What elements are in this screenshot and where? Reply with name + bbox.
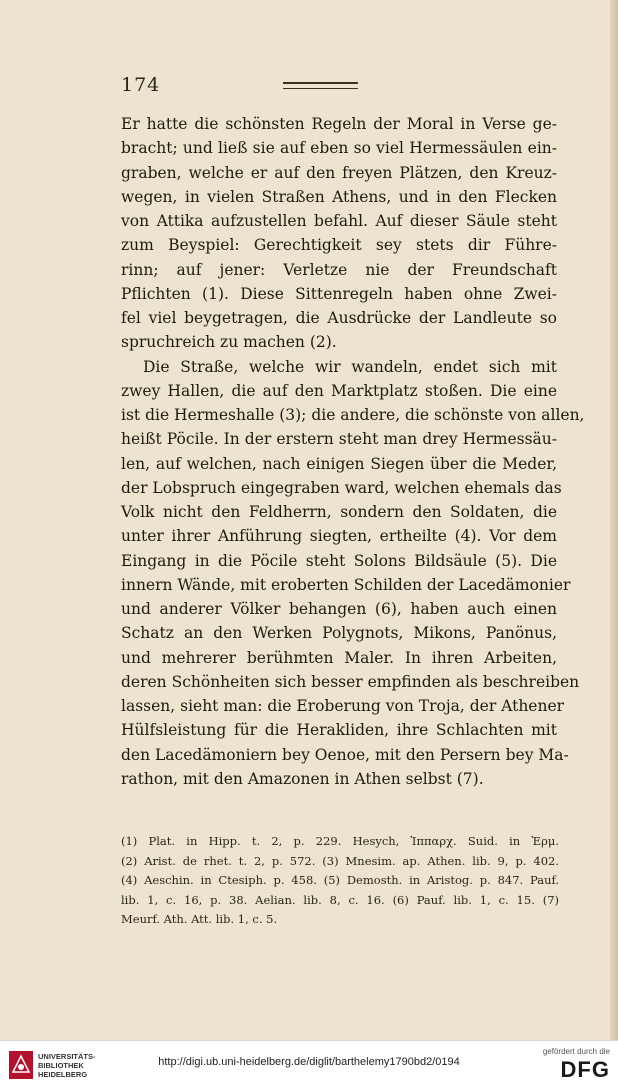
text-line: wegen, in vielen Straßen Athens, und in den Flecken	[121, 187, 557, 206]
text-line: Eingang in die Pöcile steht Solons Bildsäule (5). Die	[121, 551, 557, 570]
permalink-url[interactable]: http://digi.ub.uni-heidelberg.de/diglit/barthelemy1790bd2/0194	[158, 1056, 460, 1068]
text-line: Hülfsleistung für die Herakliden, ihre Schlachten mit	[121, 721, 557, 740]
text-line: lassen, sieht man: die Eroberung von Troja, der Athener	[121, 697, 565, 715]
footnote-line: (4) Aeschin. in Ctesiph. p. 458. (5) Demosth. in Aristog. p. 847. Pauf.	[121, 873, 559, 887]
text-line: len, auf welchen, nach einigen Siegen über die Meder,	[121, 454, 557, 473]
viewer-footer	[0, 1040, 618, 1089]
text-line: und mehrerer berühmten Maler. In ihren Arbeiten,	[121, 648, 557, 667]
dfg-logo: DFG	[560, 1057, 610, 1082]
footnotes	[121, 832, 559, 930]
text-line: fel viel beygetragen, die Ausdrücke der Landleute so	[121, 309, 557, 327]
footnote-line: (2) Arist. de rhet. t. 2, p. 572. (3) Mnesim. ap. Athen. lib. 9, p. 402.	[121, 853, 559, 868]
text-line: spruchreich zu machen (2).	[121, 333, 337, 352]
footnote-line: lib. 1, c. 16, p. 38. Aelian. lib. 8, c. 16. (6) Pauf. lib. 1, c. 15. (7)	[121, 892, 559, 907]
text-line: und anderer Völker behangen (6), haben auch einen	[121, 600, 557, 618]
text-line: zum Beyspiel: Gerechtigkeit sey stets dir Führe-	[121, 236, 557, 255]
text-line: bracht; und ließ sie auf eben so viel Hermessäulen ein-	[121, 139, 557, 158]
header-rule-secondary	[283, 88, 358, 89]
body-text	[121, 112, 585, 791]
page-edge	[610, 0, 618, 1040]
text-line: innern Wände, mit eroberten Schilden der Lacedämonier	[121, 575, 571, 594]
text-line: heißt Pöcile. In der erstern steht man drey Hermessäu-	[121, 430, 557, 449]
page-number: 174	[121, 74, 161, 96]
text-line: Er hatte die schönsten Regeln der Moral in Verse ge-	[121, 115, 557, 133]
text-line: ist die Hermeshalle (3); die andere, die schönste von allen,	[121, 406, 585, 424]
footnote-line: (1) Plat. in Hipp. t. 2, p. 229. Hesych, Ἱππαρχ. Suid. in Ἑρμ.	[121, 834, 559, 848]
text-line: Pflichten (1). Diese Sittenregeln haben ohne Zwei-	[121, 284, 557, 303]
text-line: der Lobspruch eingegraben ward, welchen ehemals das	[121, 478, 562, 497]
header-rule	[283, 82, 358, 84]
text-line: unter ihrer Anführung siegten, ertheilte (4). Vor dem	[121, 527, 557, 546]
text-line: Die Straße, welche wir wandeln, endet sich mit	[143, 357, 557, 376]
text-line: rathon, mit den Amazonen in Athen selbst (7).	[121, 769, 484, 788]
text-line: den Lacedämoniern bey Oenoe, mit den Persern bey Ma-	[121, 745, 569, 764]
institution-name: UNIVERSITÄTS- BIBLIOTHEK HEIDELBERG	[38, 1052, 96, 1079]
text-line: Volk nicht den Feldherrn, sondern den Soldaten, die	[121, 503, 557, 521]
text-line: deren Schönheiten sich besser empfinden als beschreiben	[121, 672, 580, 691]
funded-by-label: gefördert durch die	[542, 1047, 610, 1056]
text-line: graben, welche er auf den freyen Plätzen, den Kreuz-	[121, 163, 557, 182]
footnote-line: Meurf. Ath. Att. lib. 1, c. 5.	[121, 912, 278, 926]
text-line: von Attika aufzustellen befahl. Auf dieser Säule steht	[121, 212, 557, 230]
text-line: rinn; auf jener: Verletze nie der Freundschaft	[121, 260, 557, 279]
text-line: zwey Hallen, die auf den Marktplatz stoßen. Die eine	[121, 381, 557, 400]
text-line: Schatz an den Werken Polygnots, Mikons, Panönus,	[121, 624, 557, 643]
